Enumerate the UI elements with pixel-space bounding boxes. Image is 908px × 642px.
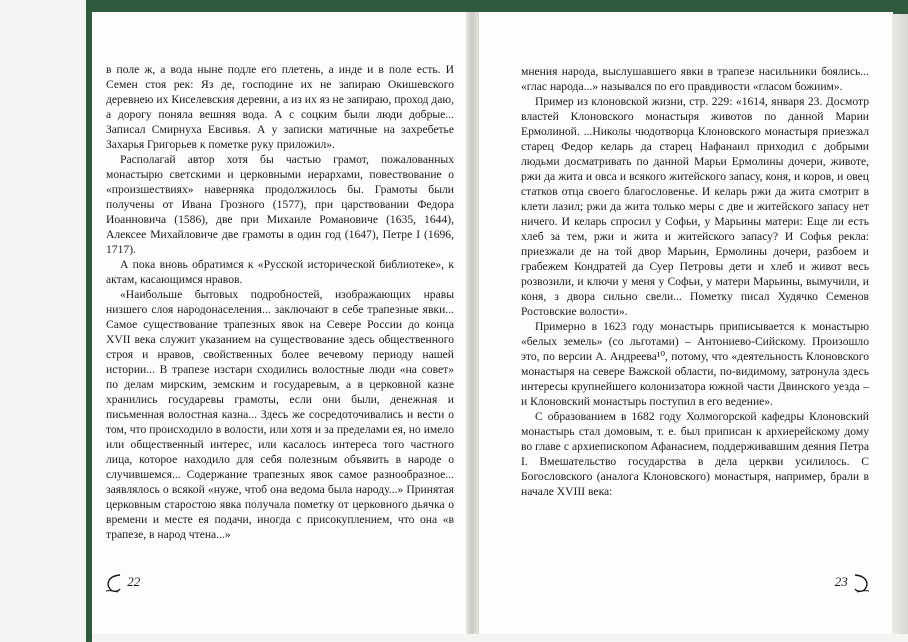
left-paragraph-3: А пока вновь обратимся к «Русской исторической библиотеке», к актам, касающимся нравов. bbox=[106, 258, 454, 286]
book-cover-edge bbox=[892, 14, 908, 634]
left-paragraph-4: «Наибольше бытовых подробностей, изображающих нравы низшего слоя народонаселения... заключают в себе трапезные явки... Самое существование трапезных явок на Севере России до конца XVII века служит указанием на существование здесь общественного строя и нравов, свойственных более вечевому периоду нашей истории... В трапезе изстари сходились волостные люди «на совет» по делам мирским, земским и государевым, а в церковной казне хранились государевы грамоты, если они были, денежная и письменная волостная казна... Здесь же сосредоточивались и вести о том, что происходило в волости, или хотя и за пределами ея, но имело или общественный интерес, или касалось интереса того частного лица, которое находило для себя полезным объявить в народе о случившемся... Содержание трапезных явок самое разнообразное... заявлялось о всякой «нуже, чтоб она ведома была народу...» Принятая церковным старостою явка получала пометку от церковного дьячка о времени и месте ея подачи, иногда с присокуплением, что она «в трапезе, в народ чтена...» bbox=[106, 288, 454, 541]
right-page-number-text: 23 bbox=[834, 573, 848, 589]
right-page-text bbox=[521, 64, 869, 499]
right-paragraph-3: Примерно в 1623 году монастырь приписывается к монастырю «белых земель» (со льготами) – Антониево-Сийскому. Произошло это, по версии А. Андреева¹⁰, потому, что «деятельность Клоновского монастыря на севере Важской области, по-видимому, затронула здесь интересы крупнейшего колонизатора южной части Двинского уезда – и Клоновский монастырь поступил в его ведение». bbox=[521, 320, 869, 408]
right-page bbox=[478, 12, 893, 634]
left-page-text bbox=[106, 62, 454, 542]
right-page-number bbox=[835, 572, 873, 594]
ornament-icon bbox=[102, 572, 124, 594]
right-paragraph-1: мнения народа, выслушавшего явки в трапезе насильники боялись... «глас народа...» назывался по его правдивости «гласом божиим». bbox=[521, 65, 869, 93]
right-paragraph-4: С образованием в 1682 году Холмогорской кафедры Клоновский монастырь стал домовым, т. е. был приписан к архиерейскому дому во главе с архиепископом Афанасием, поддерживавшим деяния Петра I. Вмешательство государства в дела церкви усилилось. С Богословского (аналога Клоновского) монастыря, например, брали в начале XVIII века: bbox=[521, 410, 869, 498]
left-page-number-text: 22 bbox=[127, 573, 141, 589]
left-page bbox=[92, 12, 467, 634]
left-page-number bbox=[102, 572, 140, 594]
book-gutter bbox=[466, 12, 478, 634]
right-paragraph-2: Пример из клоновской жизни, стр. 229: «1614, января 23. Досмотр властей Клоновского монастыря животов по данной Марии Ермолиной. ...Николы чюдотворца Клоновского монастыря приезжал старец Федор келарь да старец Нафанаил приходил с добрыми людьми досматривать по данной Марьи Ермолины дочери, животе, ржи да жита и овса и всякого житейского запасу, коня, и коров, и овец статков отца своего благословенье. И келарь ржи да жита смотрит в клети лазил; ржи да жита только меры с две и житейского запасу нет ничего. И келарь спросил у Софьи, у Марьины матери: Еще ли есть хлеб за тем, ржи и жита и житейского запасу? И Софья рекла: приезжали де на той двор Марьин, Ермолины дочери, разбоем и грабежем Кондратей да Суер Петровы дети и хлеб и живот весь розвозили, и ключи у меня у Софьи, у матери Марьины, вымучили, и коня, з двора сильно свели... Пометку писал Худячко Семенов Ростовские волости». bbox=[521, 95, 869, 318]
ornament-icon bbox=[851, 572, 873, 594]
left-paragraph-2: Располагай автор хотя бы частью грамот, пожалованных монастырю светскими и церковными иерархами, повествование о «произшествиях» наверняка продолжилось бы. Грамоты были получены от Ивана Грозного (1577), при царствовании Федора Иоанновича (1586), две при Михаиле Романовиче (1635, 1644), Алексее Михайловиче две грамоты в один год (1647), Петре I (1696, 1717). bbox=[106, 153, 454, 256]
left-paragraph-1: в поле ж, а вода ныне подле его плетень, а инде и в поле есть. И Семен стоя рек: Яз де, господине их не запираю Окишевского деревнею их Киселевския деревни, а из их яз не запираю, проход даю, а дорогу поняла вешняя вода. А с соцким были люди добрые... Записал Смирнуха Евсивья. А у записки матичные на захребетье Захарья Григорьев к пометке руку приложил». bbox=[106, 63, 454, 151]
